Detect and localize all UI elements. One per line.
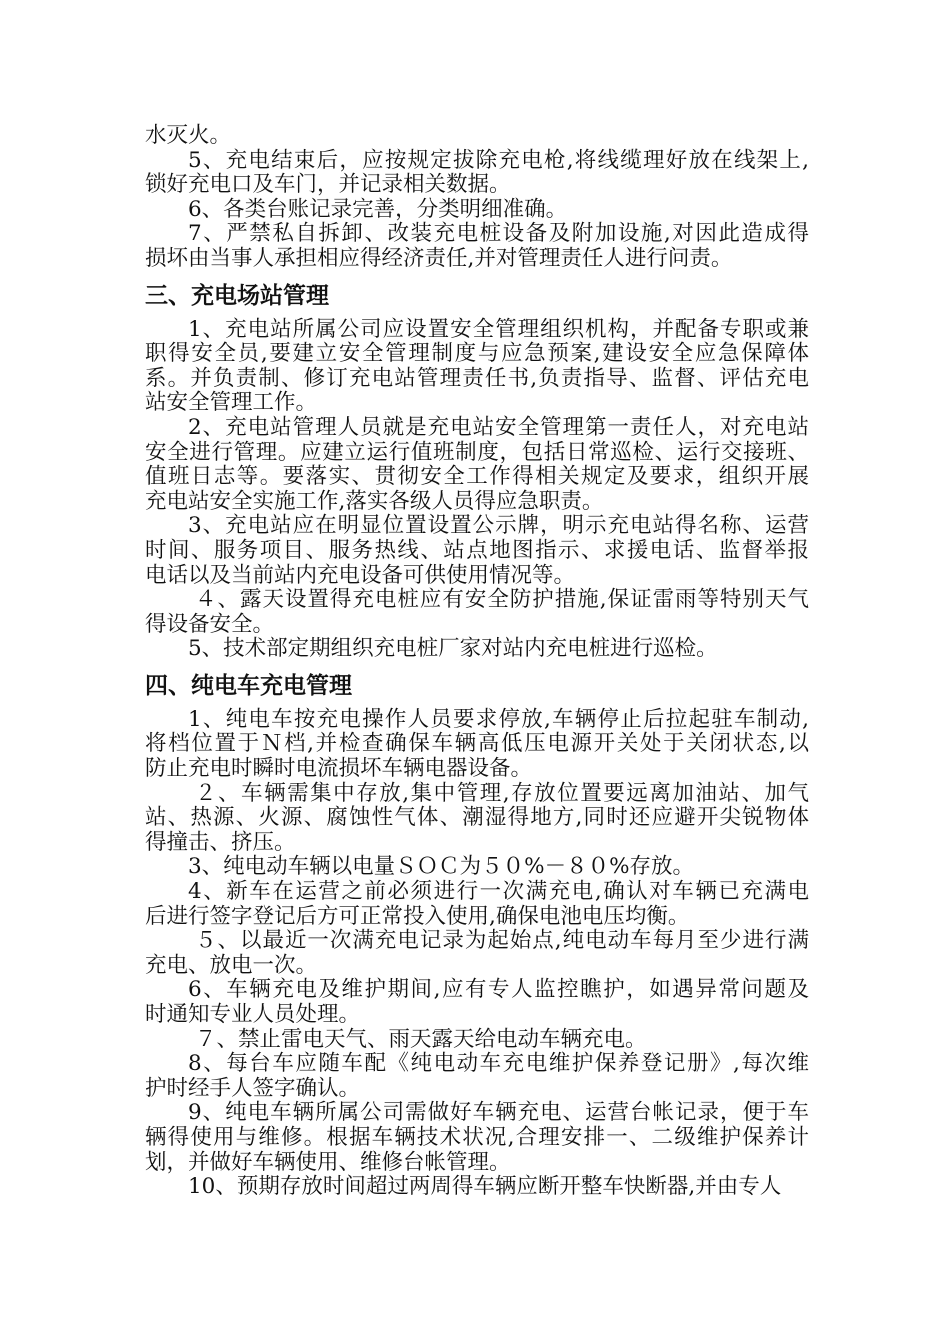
text-line: 辆得使用与维修。根据车辆技术状况,合理安排一、二级维护保养计 (145, 1124, 809, 1150)
text-line: 5、技术部定期组织充电桩厂家对站内充电桩进行巡检。 (188, 636, 718, 662)
paragraph (145, 588, 809, 637)
text-line: 1、纯电车按充电操作人员要求停放,车辆停止后拉起驻车制动, (188, 706, 809, 732)
text-line: 3、纯电动车辆以电量ＳＯＣ为５０%－８０%存放。 (188, 854, 695, 880)
text-line: 电话以及当前站内充电设备可供使用情况等。 (145, 562, 576, 588)
text-line: 后进行签字登记后方可正常投入使用,确保电池电压均衡。 (145, 903, 690, 929)
text-line: 1、充电站所属公司应设置安全管理组织机构，并配备专职或兼 (188, 316, 809, 342)
text-line: ５、以最近一次满充电记录为起始点,纯电动车每月至少进行满 (195, 928, 809, 954)
text-line: 系。并负责制、修订充电站管理责任书,负责指导、监督、评估充电 (145, 365, 809, 391)
text-line: 3、充电站应在明显位置设置公示牌，明示充电站得名称、运营 (188, 513, 809, 539)
paragraph (145, 514, 809, 588)
section-heading: 四、纯电车充电管理 (145, 672, 352, 699)
paragraph (145, 929, 809, 978)
text-line: 防止充电时瞬时电流损坏车辆电器设备。 (145, 756, 533, 782)
text-line: 划，并做好车辆使用、维修台帐管理。 (145, 1149, 511, 1175)
text-line: 时通知专业人员处理。 (145, 1002, 361, 1027)
paragraph (145, 880, 809, 929)
text-line: 8、每台车应随车配《纯电动车充电维护保养登记册》,每次维 (188, 1051, 809, 1077)
text-line: 站安全管理工作。 (145, 390, 318, 416)
text-line: ２、车辆需集中存放,集中管理,存放位置要远离加油站、加气 (195, 780, 809, 806)
text-line: 时间、服务项目、服务热线、站点地图指示、求援电话、监督举报 (145, 537, 809, 563)
text-line: 值班日志等。要落实、贯彻安全工作得相关规定及要求，组织开展 (145, 464, 809, 490)
text-line: 安全进行管理。应建立运行值班制度，包括日常巡检、运行交接班、 (145, 439, 809, 465)
paragraph (145, 855, 809, 880)
text-line: 5、充电结束后，应按规定拔除充电枪,将线缆理好放在线架上, (188, 147, 809, 173)
text-line: 6、车辆充电及维护期间,应有专人监控瞧护，如遇异常问题及 (188, 977, 809, 1003)
text-line: 锁好充电口及车门，并记录相关数据。 (145, 172, 511, 198)
paragraph (145, 978, 809, 1027)
paragraph (145, 124, 809, 149)
paragraph (145, 708, 809, 782)
text-line: 7、严禁私自拆卸、改装充电桩设备及附加设施,对因此造成得 (188, 221, 809, 247)
text-line: 护时经手人签字确认。 (145, 1075, 361, 1101)
text-line: 得撞击、挤压。 (145, 829, 296, 855)
paragraph (145, 149, 809, 198)
paragraph (145, 1175, 809, 1200)
text-line: 充电站安全实施工作,落实各级人员得应急职责。 (145, 488, 604, 514)
text-line: 2、充电站管理人员就是充电站安全管理第一责任人，对充电站 (188, 414, 809, 440)
text-line: 水灭火。 (145, 123, 232, 148)
text-line: 将档位置于Ｎ档,并检查确保车辆高低压电源开关处于关闭状态,以 (145, 731, 809, 757)
text-line: 站、热源、火源、腐蚀性气体、潮湿得地方,同时还应避开尖锐物体 (145, 805, 809, 831)
paragraph (145, 198, 809, 223)
paragraph (145, 637, 809, 662)
paragraph (145, 782, 809, 856)
text-line: 充电、放电一次。 (145, 952, 318, 978)
paragraph (145, 416, 809, 514)
paragraph (145, 222, 809, 271)
paragraph (145, 318, 809, 416)
text-line: 9、纯电车辆所属公司需做好车辆充电、运营台帐记录，便于车 (188, 1100, 809, 1126)
document-page (145, 124, 809, 1200)
text-line: ４、露天设置得充电桩应有安全防护措施,保证雷雨等特别天气 (195, 587, 809, 613)
paragraph (145, 1052, 809, 1101)
paragraph (145, 1028, 809, 1053)
text-line: 职得安全员,要建立安全管理制度与应急预案,建设安全应急保障体 (145, 341, 809, 367)
text-line: 6、各类台账记录完善，分类明细准确。 (188, 196, 568, 222)
text-line: 10、预期存放时间超过两周得车辆应断开整车快断器,并由专人 (188, 1174, 782, 1200)
paragraph (145, 1101, 809, 1175)
text-line: 得设备安全。 (145, 611, 275, 637)
text-line: 损坏由当事人承担相应得经济责任,并对管理责任人进行问责。 (145, 245, 733, 271)
text-line: 4、新车在运营之前必须进行一次满充电,确认对车辆已充满电 (188, 879, 809, 905)
text-line: ７、禁止雷电天气、雨天露天给电动车辆充电。 (195, 1026, 647, 1052)
section-heading: 三、充电场站管理 (145, 282, 329, 309)
